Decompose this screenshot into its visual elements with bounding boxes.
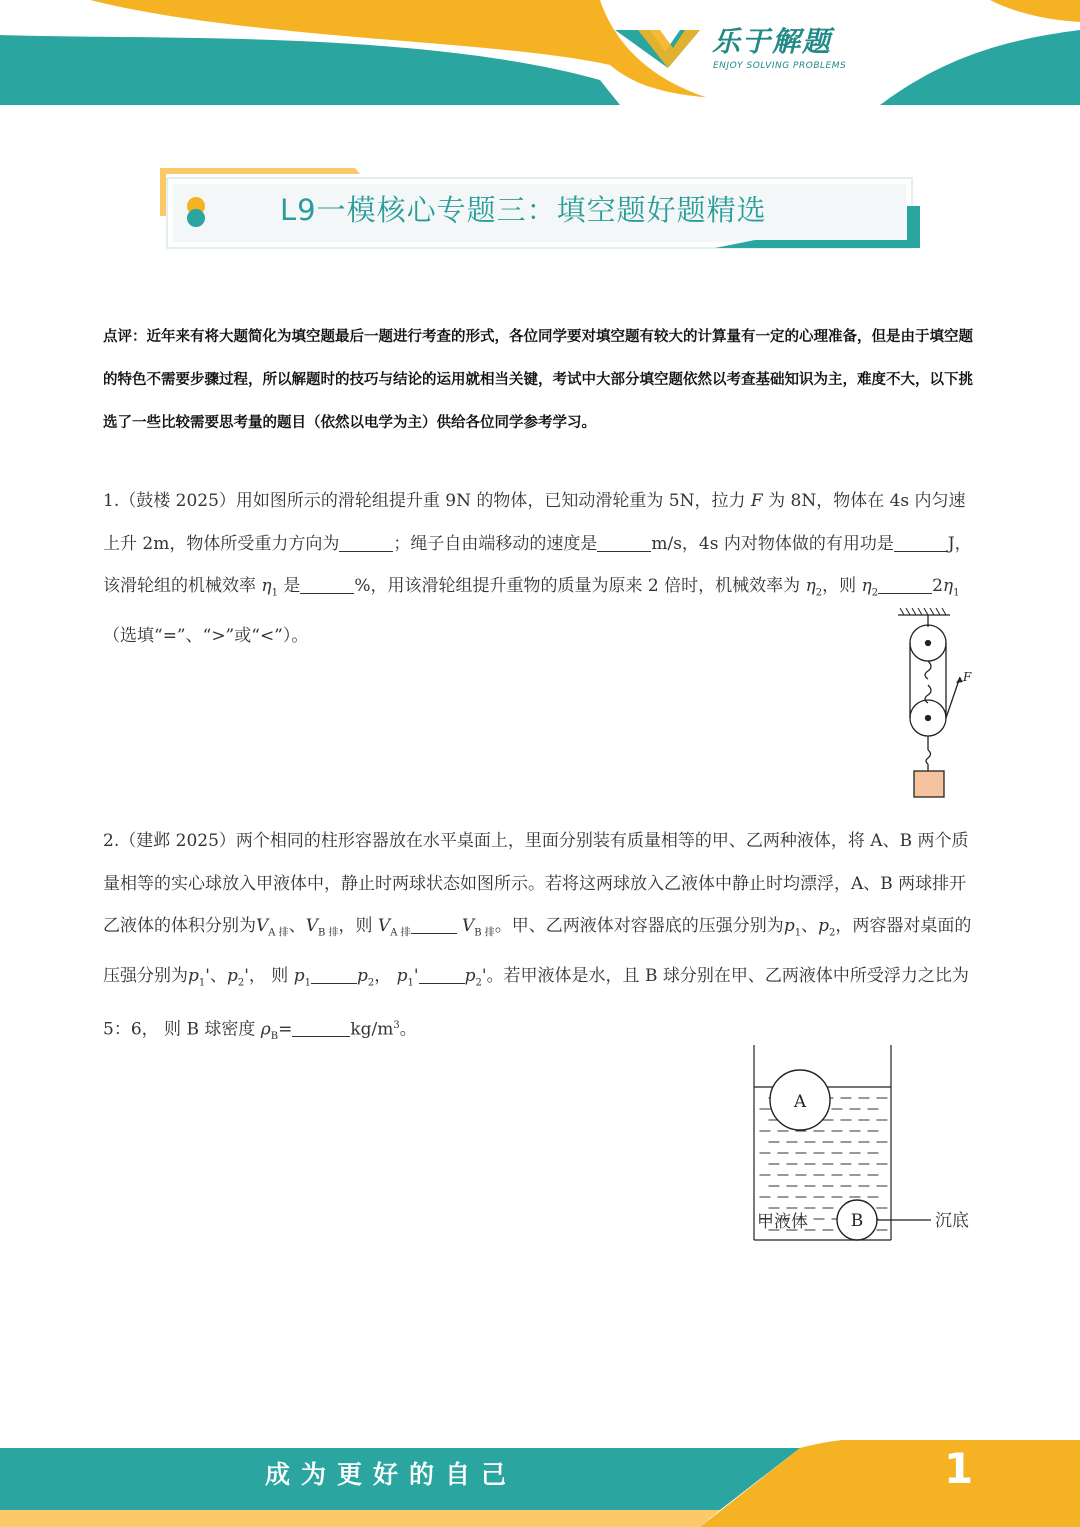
brand-subtitle: ENJOY SOLVING PROBLEMS xyxy=(713,61,847,71)
brand-name: 乐于解题 xyxy=(712,25,833,58)
footer-slogan: 成为更好的自己 xyxy=(265,1460,518,1489)
container-figure xyxy=(745,1040,990,1250)
answer-blank[interactable] xyxy=(894,533,948,552)
answer-blank[interactable] xyxy=(878,575,932,594)
answer-blank[interactable] xyxy=(419,965,465,984)
page-number: 1 xyxy=(944,1444,974,1493)
answer-blank[interactable] xyxy=(339,533,393,552)
comment-paragraph: 点评：近年来有将大题简化为填空题最后一题进行考查的形式，各位同学要对填空题有较大的计算量有一定的心理准备，但是由于填空题的特色不需要步骤过程，所以解题时的技巧与结论的运用就相当关键，考试中大部分填空题依然以考查基础知识为主，难度不大，以下挑选了一些比较需要思考量的题目（依然以电学为主）供给各位同学参考学习。 xyxy=(103,329,973,431)
answer-blank[interactable] xyxy=(300,575,354,594)
footer-banner xyxy=(0,1440,1080,1527)
sink-label: 沉底 xyxy=(935,1211,969,1231)
question-1: 1.（鼓楼 2025）用如图所示的滑轮组提升重 9N 的物体，已知动滑轮重为 5N，拉力 F 为 8N，物体在 4s 内匀速上升 2m，物体所受重力方向为 ；绳子自由端移动的速度是 m/s，4s 内对物体做的有用功是 J，该滑轮组的机械效率 $\eta_1$ 是 %，用该滑轮组提升重物的质量为原来 2 倍时，机械效率为 $\eta_2$，则 $\eta_2$ $2\eta_1$（选填“=”、“>”或“<”）。 xyxy=(103,491,972,646)
header-banner xyxy=(0,0,1080,115)
answer-blank[interactable] xyxy=(411,915,457,934)
answer-blank[interactable] xyxy=(597,533,651,552)
liquid-label: 甲液体 xyxy=(757,1212,808,1232)
question-2: 2.（建邺 2025）两个相同的柱形容器放在水平桌面上，里面分别装有质量相等的甲、乙两种液体，将 A、B 两个质量相等的实心球放入甲液体中，静止时两球状态如图所示。若将这两球放入乙液体中静止时均漂浮，A、B 两球排开乙液体的体积分别为$V_{A 排}$、$V_{B 排}$，则 $V_{A 排}$ $V_{B 排}$。甲、乙两液体对容器底的压强分别为$p_1$、$p_2$，两容器对桌面的压强分别为$p_1'$、$p_2'$， 则 $p_1$ $p_2$， $p_1'$ $p_2'$。若甲液体是水，且 B 球分别在甲、乙两液体中所受浮力之比为 5：6， 则 B 球密度 $\rho_B= kg/m^3$。 xyxy=(103,831,972,1042)
ball-b-label: B xyxy=(850,1211,864,1231)
force-label: F xyxy=(963,670,972,684)
weight-block xyxy=(914,771,944,797)
arrow-icon xyxy=(956,677,963,683)
answer-blank[interactable] xyxy=(311,965,357,984)
ball-a-label: A xyxy=(793,1092,807,1112)
answer-blank[interactable] xyxy=(292,1018,350,1037)
page-title: L9一模核心专题三：填空题好题精选 xyxy=(280,193,767,227)
pulley-figure xyxy=(890,605,980,805)
